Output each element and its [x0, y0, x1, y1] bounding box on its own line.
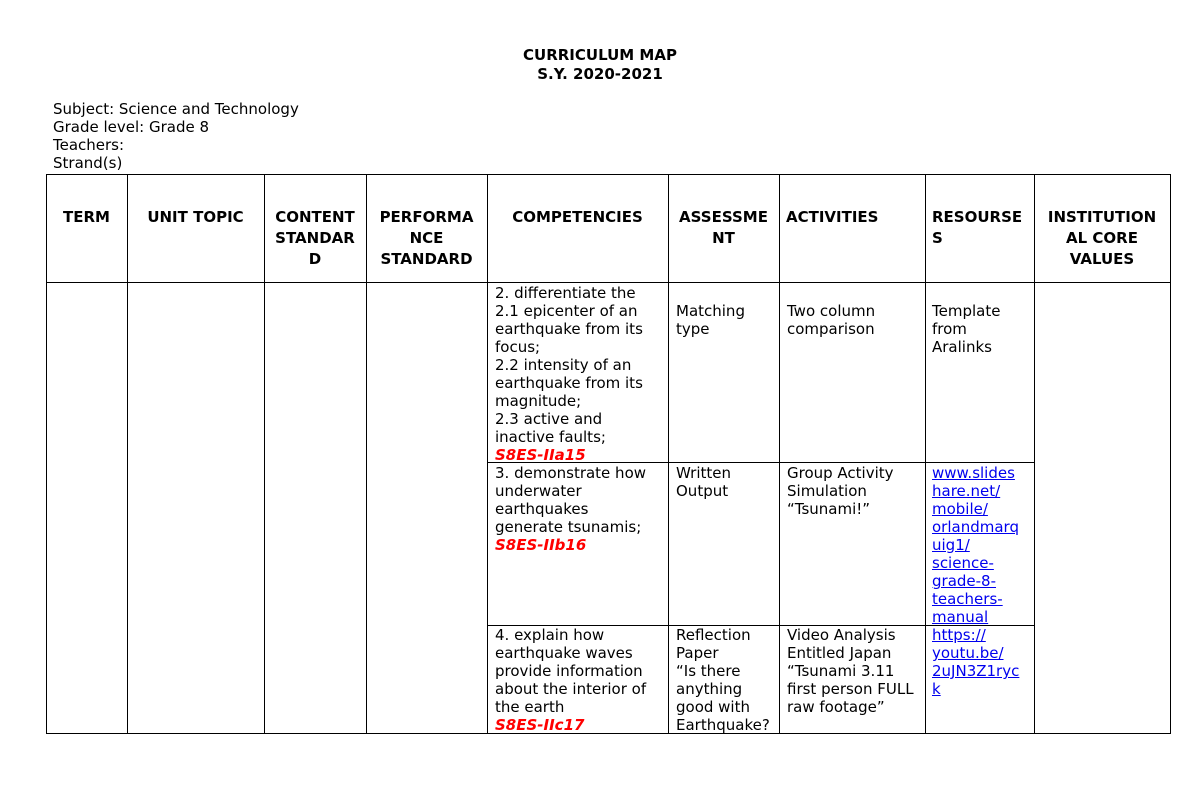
header-term: TERM [63, 208, 110, 226]
col-line-9 [1170, 174, 1171, 734]
row-1-competency [495, 284, 667, 464]
teachers-line: Teachers: [53, 136, 125, 154]
row-1-activity: Two column comparison [787, 302, 876, 338]
row-3-competency [495, 626, 667, 734]
competency-code: S8ES-IIb16 [495, 536, 587, 554]
header-unit-topic: UNIT TOPIC [147, 208, 244, 226]
col-line-7 [925, 174, 926, 734]
row-2-activity: Group Activity Simulation “Tsunami!” [787, 464, 894, 518]
header-activities: ACTIVITIES [786, 208, 879, 226]
row-3-assessment: Reflection Paper “Is there anything good with Earthquake? [676, 626, 770, 734]
row-2-competency [495, 464, 667, 554]
competency-code: S8ES-IIc17 [495, 716, 585, 734]
table-border-top [46, 174, 1171, 175]
header-assessment: ASSESSME NT [679, 208, 768, 247]
competency-text: 4. explain how earthquake waves provide information about the interior of the earth [495, 626, 647, 716]
row-3-resource-link[interactable]: https:// youtu.be/ 2uJN3Z1ryc k [932, 626, 1020, 698]
row-2-assessment: Written Output [676, 464, 731, 500]
col-line-6 [779, 174, 780, 734]
header-performance-standard: PERFORMA NCE STANDARD [379, 208, 474, 268]
header-competencies: COMPETENCIES [512, 208, 643, 226]
document-title: CURRICULUM MAP [523, 46, 677, 64]
row-1-resource: Template from Aralinks [932, 302, 1001, 356]
row-3-activity: Video Analysis Entitled Japan “Tsunami 3.11 first person FULL raw footage” [787, 626, 914, 716]
row-1-assessment: Matching type [676, 302, 745, 338]
competency-text: 3. demonstrate how underwater earthquakes generate tsunamis; [495, 464, 647, 536]
header-core-values: INSTITUTION AL CORE VALUES [1047, 208, 1157, 268]
competency-text: 2. differentiate the 2.1 epicenter of an earthquake from its focus; 2.2 intensity of an earthquake from its magnitude; 2.3 active and inactive faults; [495, 284, 643, 446]
col-line-4 [487, 174, 488, 734]
competency-code: S8ES-IIa15 [495, 446, 586, 464]
curriculum-table [46, 174, 1171, 734]
header-resources: RESOURSE S [932, 208, 1023, 247]
header-divider [46, 282, 1171, 283]
col-line-0 [46, 174, 47, 734]
row-2-resource-link[interactable]: www.slides hare.net/ mobile/ orlandmarq uig1/ science- grade-8- teachers- manual [932, 464, 1019, 626]
col-line-5 [668, 174, 669, 734]
strands-line: Strand(s) [53, 154, 123, 172]
header-content-standard: CONTENT STANDAR D [275, 208, 355, 268]
col-line-1 [127, 174, 128, 734]
grade-level-line: Grade level: Grade 8 [53, 118, 210, 136]
subject-line: Subject: Science and Technology [53, 100, 299, 118]
school-year: S.Y. 2020-2021 [537, 65, 663, 83]
